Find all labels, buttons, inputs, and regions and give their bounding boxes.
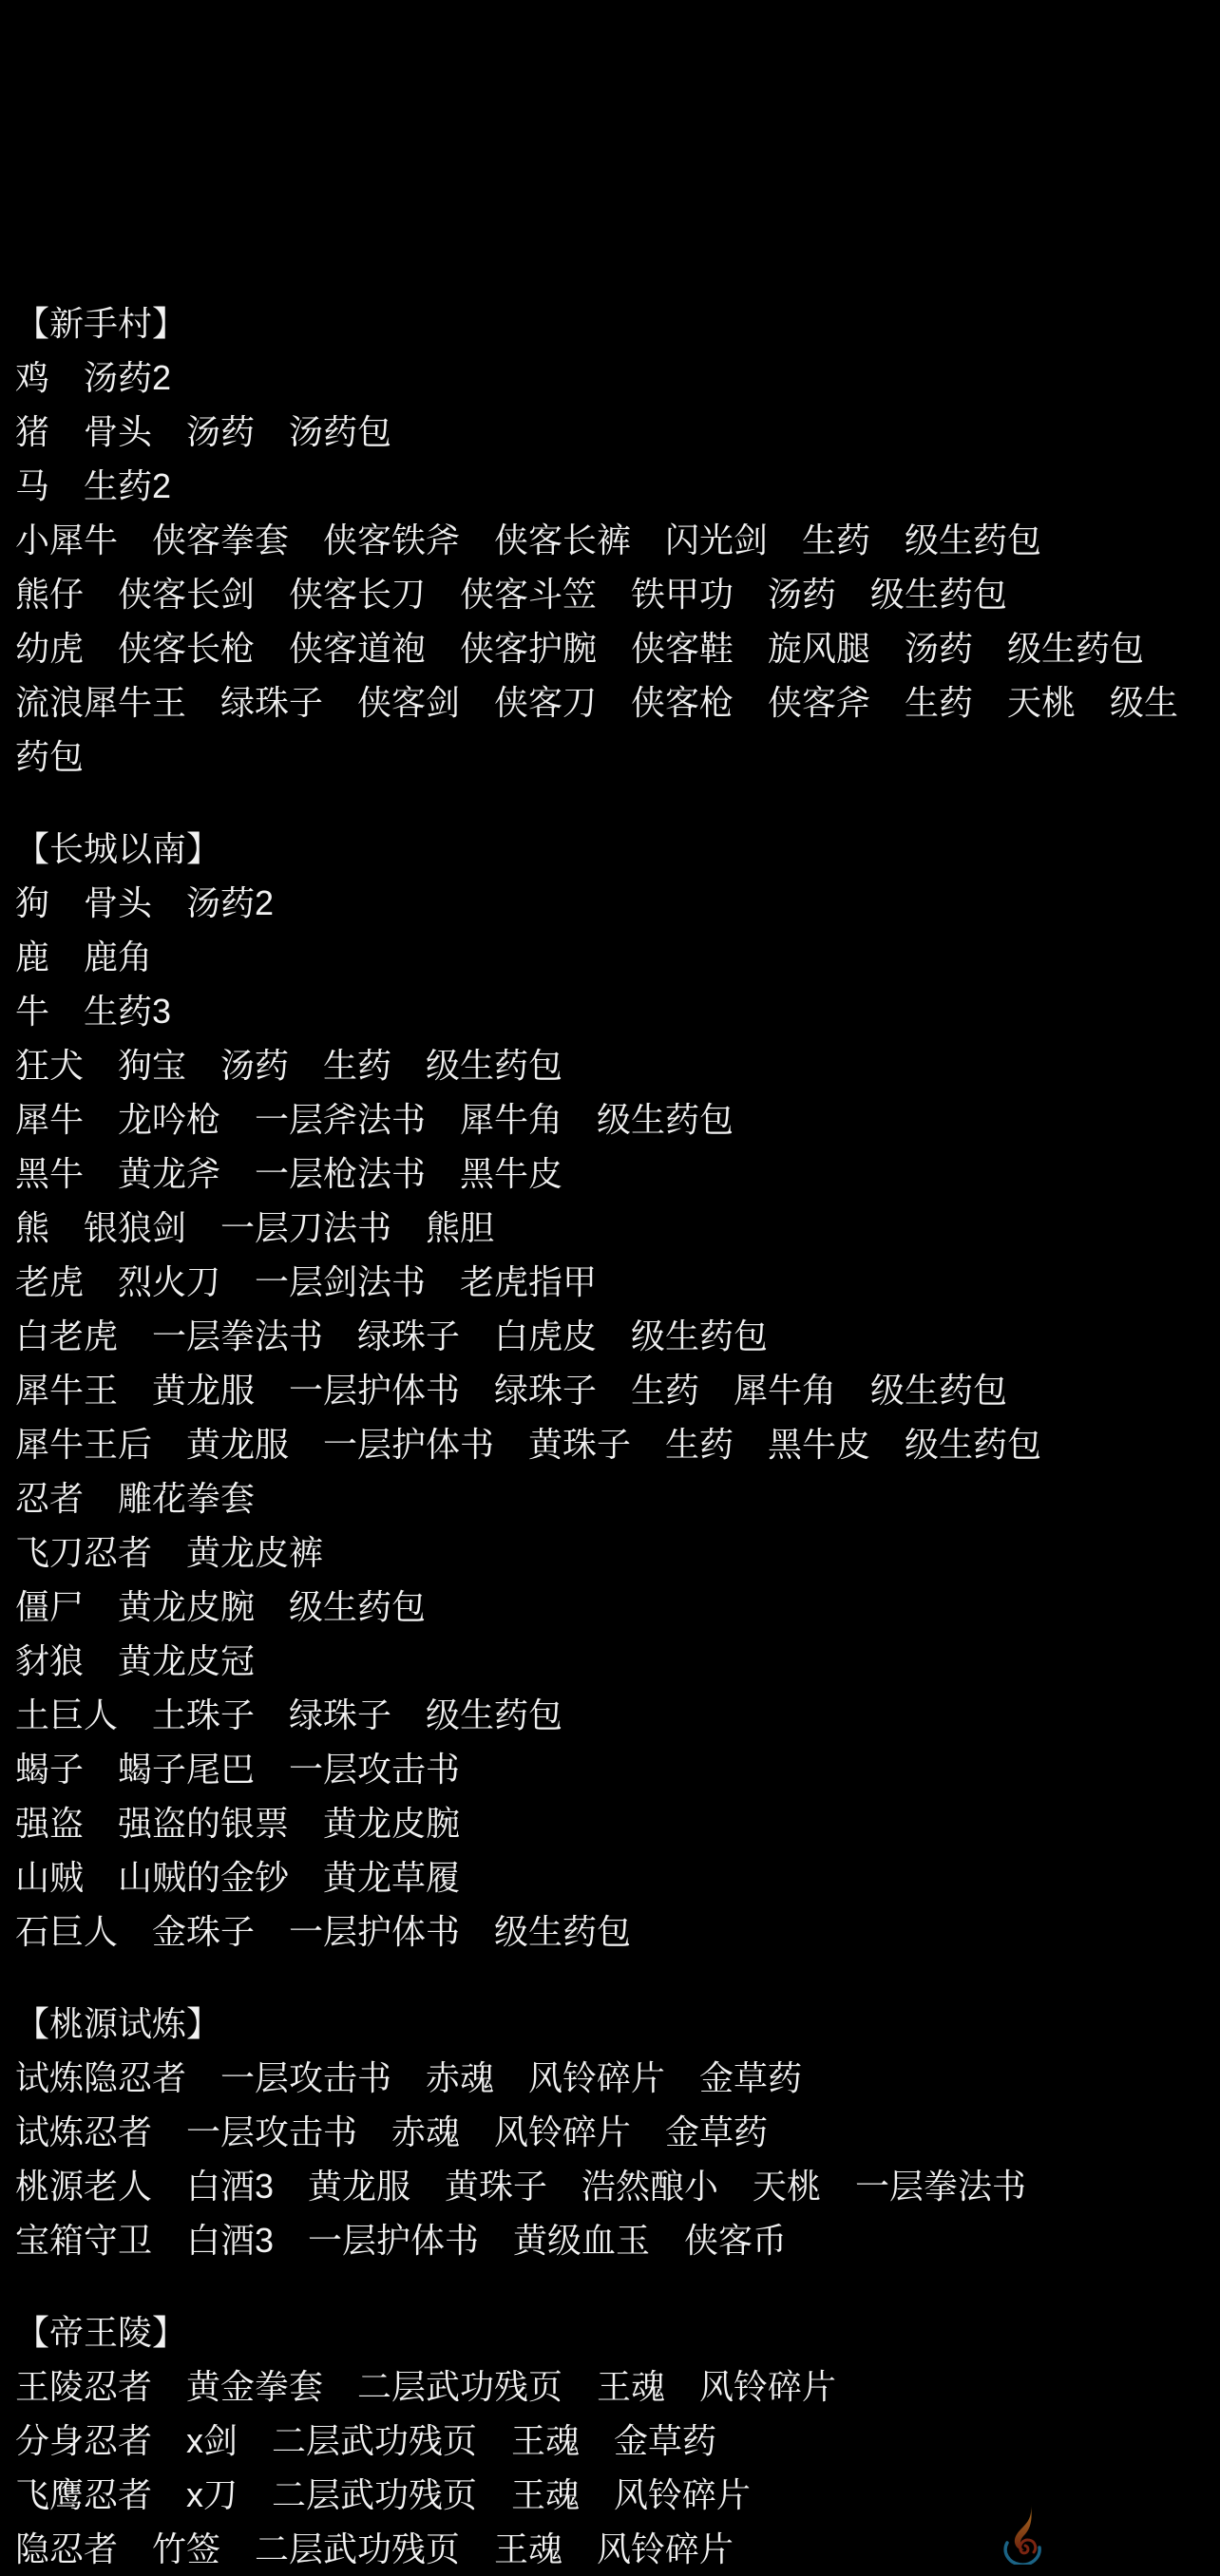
drop-line: 豺狼 黄龙皮冠 — [15, 1641, 256, 1680]
drop-line: 飞刀忍者 黄龙皮裤 — [15, 1533, 324, 1572]
drop-line: 小犀牛 侠客拳套 侠客铁斧 侠客长裤 闪光剑 生药 级生药包 — [15, 521, 1042, 559]
drop-line: 白老虎 一层拳法书 绿珠子 白虎皮 级生药包 — [15, 1316, 769, 1355]
drop-line: 飞鹰忍者 x刀 二层武功残页 王魂 风铃碎片 — [15, 2475, 752, 2514]
section-title: 【桃源试炼】 — [15, 2004, 221, 2043]
drop-line: 犀牛王 黄龙服 一层护体书 绿珠子 生药 犀牛角 级生药包 — [15, 1371, 1008, 1410]
drop-line: 土巨人 土珠子 绿珠子 级生药包 — [15, 1695, 563, 1734]
drop-line: 宝箱守卫 白酒3 一层护体书 黄级血玉 侠客币 — [15, 2221, 788, 2260]
drop-line: 隐忍者 竹签 二层武功残页 王魂 风铃碎片 — [15, 2529, 734, 2568]
drop-line: 猪 骨头 汤药 汤药包 — [15, 412, 392, 451]
drop-line: 流浪犀牛王 绿珠子 侠客剑 侠客刀 侠客枪 侠客斧 生药 天桃 级生药包 — [15, 683, 1179, 776]
drop-line: 犀牛王后 黄龙服 一层护体书 黄珠子 生药 黑牛皮 级生药包 — [15, 1425, 1042, 1464]
drop-line: 马 生药2 — [15, 466, 172, 505]
drop-section — [15, 1997, 1205, 2267]
section-title: 【新手村】 — [15, 304, 187, 343]
drop-line: 牛 生药3 — [15, 992, 172, 1031]
drop-line: 熊 银狼剑 一层刀法书 熊胆 — [15, 1208, 495, 1247]
section-title: 【帝王陵】 — [15, 2313, 187, 2352]
drop-section — [15, 296, 1205, 784]
drop-line: 狂犬 狗宝 汤药 生药 级生药包 — [15, 1046, 563, 1085]
drop-line: 狗 骨头 汤药2 — [15, 883, 275, 922]
drop-line: 犀牛 龙吟枪 一层斧法书 犀牛角 级生药包 — [15, 1100, 734, 1139]
section-title: 【长城以南】 — [15, 829, 221, 868]
drop-line: 鹿 鹿角 — [15, 938, 153, 976]
drop-line: 强盗 强盗的银票 黄龙皮腕 — [15, 1804, 461, 1843]
drop-line: 王陵忍者 黄金拳套 二层武功残页 王魂 风铃碎片 — [15, 2367, 837, 2406]
drop-line: 蝎子 蝎子尾巴 一层攻击书 — [15, 1750, 461, 1789]
drop-line: 石巨人 金珠子 一层护体书 级生药包 — [15, 1912, 632, 1951]
drop-line: 试炼隐忍者 一层攻击书 赤魂 风铃碎片 金草药 — [15, 2058, 803, 2097]
drop-line: 熊仔 侠客长剑 侠客长刀 侠客斗笠 铁甲功 汤药 级生药包 — [15, 575, 1008, 614]
drop-line: 分身忍者 x剑 二层武功残页 王魂 金草药 — [15, 2421, 717, 2460]
drop-line: 黑牛 黄龙斧 一层枪法书 黑牛皮 — [15, 1154, 563, 1193]
drop-section — [15, 2305, 1205, 2576]
drop-line: 僵尸 黄龙皮腕 级生药包 — [15, 1587, 427, 1626]
drop-line: 试炼忍者 一层攻击书 赤魂 风铃碎片 金草药 — [15, 2112, 769, 2151]
drop-line: 忍者 雕花拳套 — [15, 1479, 256, 1518]
drop-section — [15, 822, 1205, 1959]
drop-line: 鸡 汤药2 — [15, 358, 172, 397]
drop-line: 老虎 烈火刀 一层剑法书 老虎指甲 — [15, 1262, 598, 1301]
drop-line: 桃源老人 白酒3 黄龙服 黄珠子 浩然酿小 天桃 一层拳法书 — [15, 2167, 1027, 2206]
drop-line: 山贼 山贼的金钞 黄龙草履 — [15, 1858, 461, 1897]
drop-line: 幼虎 侠客长枪 侠客道袍 侠客护腕 侠客鞋 旋风腿 汤药 级生药包 — [15, 629, 1145, 668]
